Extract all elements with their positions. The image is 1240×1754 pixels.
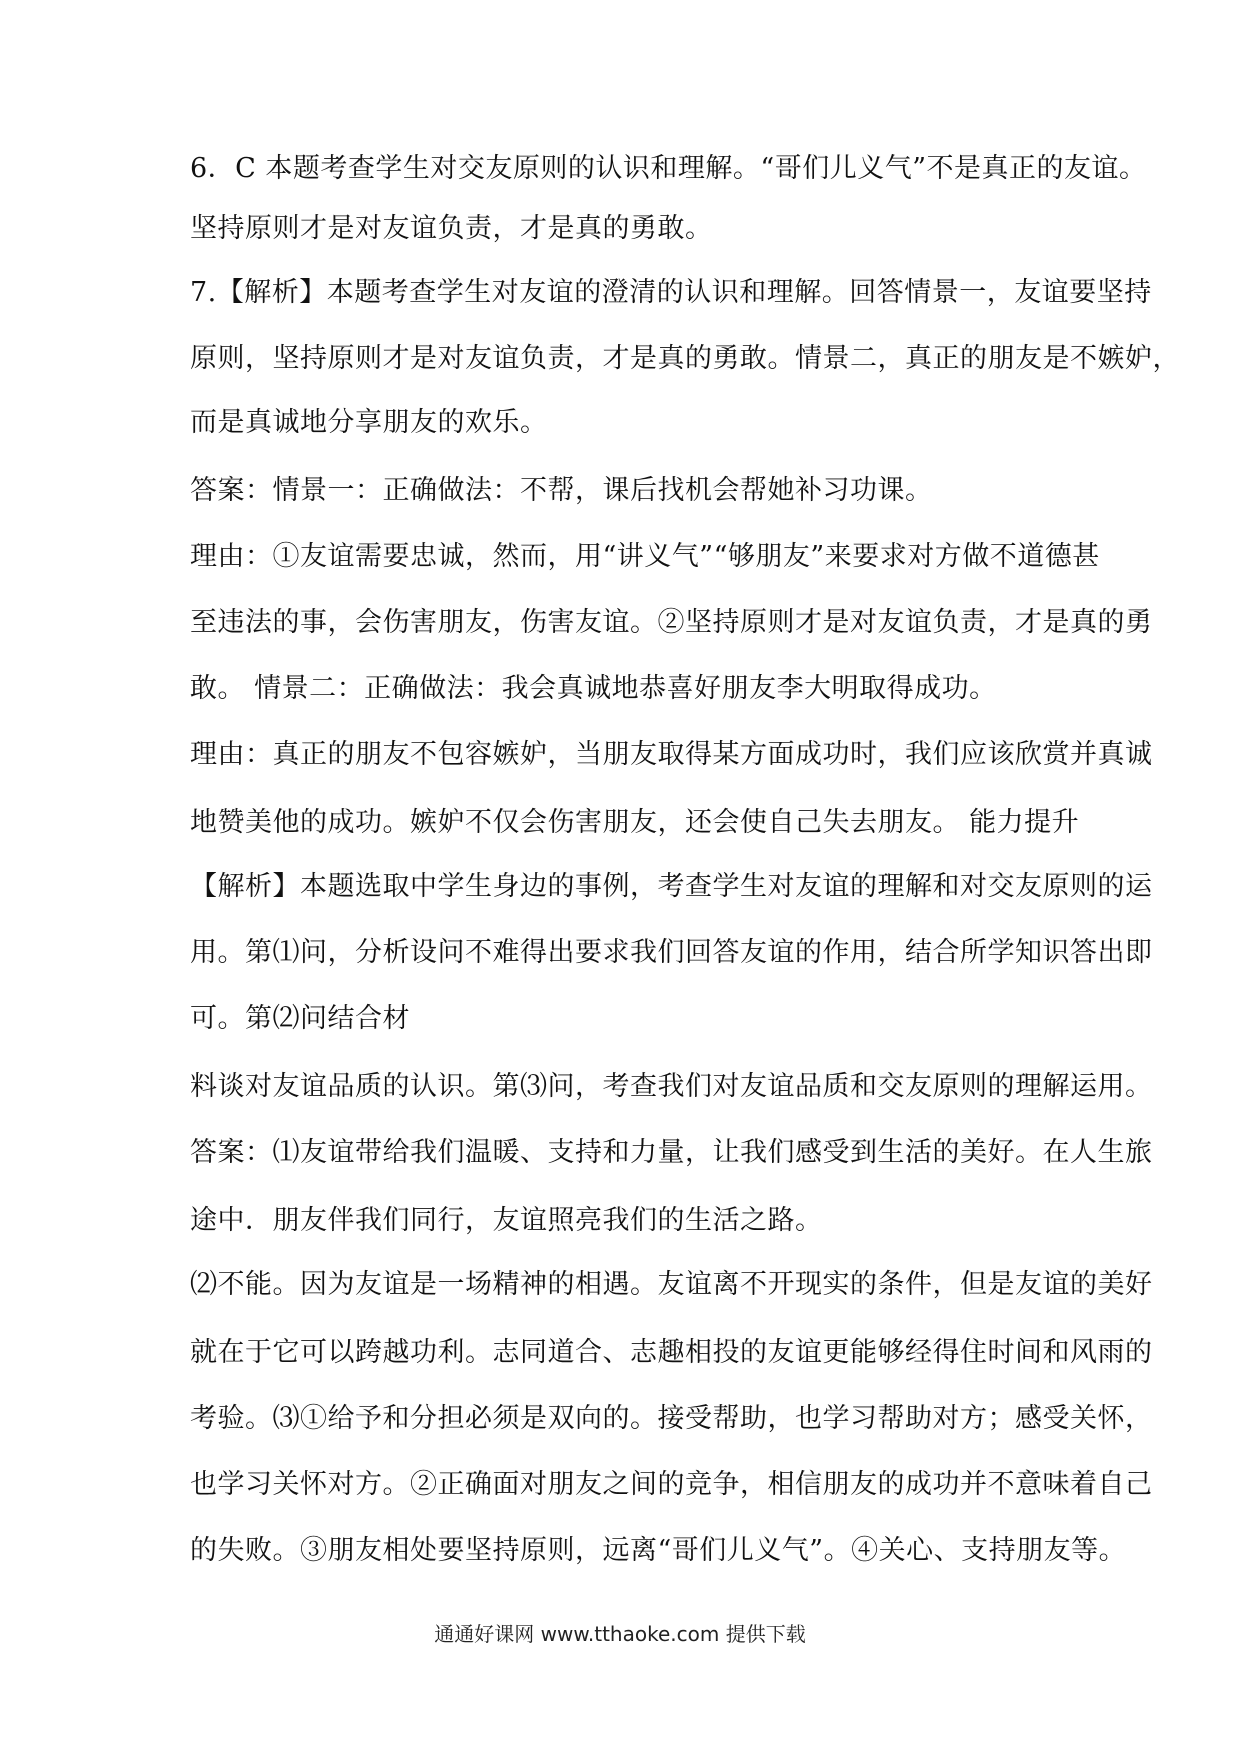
text-line-13: 用。第⑴问，分析设问不难得出要求我们回答友谊的作用，结合所学知识答出即 bbox=[190, 937, 1153, 968]
text-line-8: 至违法的事，会伤害朋友，伤害友谊。②坚持原则才是对友谊负责，才是真的勇 bbox=[190, 607, 1153, 638]
text-line-7: 理由：①友谊需要忠诚，然而，用“讲义气”“够朋友”来要求对方做不道德甚 bbox=[190, 541, 1100, 572]
text-line-12: 【解析】本题选取中学生身边的事例，考查学生对友谊的理解和对交友原则的运 bbox=[190, 871, 1153, 902]
text-line-9: 敢。 情景二：正确做法：我会真诚地恭喜好朋友李大明取得成功。 bbox=[190, 673, 997, 704]
text-line-19: 就在于它可以跨越功利。志同道合、志趣相投的友谊更能够经得住时间和风雨的 bbox=[190, 1337, 1153, 1368]
text-line-2: 坚持原则才是对友谊负责，才是真的勇敢。 bbox=[190, 213, 713, 244]
text-line-20: 考验。⑶①给予和分担必须是双向的。接受帮助，也学习帮助对方；感受关怀， bbox=[190, 1403, 1153, 1434]
text-line-10: 理由：真正的朋友不包容嫉妒，当朋友取得某方面成功时，我们应该欣赏并真诚 bbox=[190, 739, 1153, 770]
text-line-18: ⑵不能。因为友谊是一场精神的相遇。友谊离不开现实的条件，但是友谊的美好 bbox=[190, 1269, 1153, 1300]
text-line-22: 的失败。③朋友相处要坚持原则，远离“哥们儿义气”。④关心、支持朋友等。 bbox=[190, 1535, 1127, 1566]
text-line-17: 途中．朋友伴我们同行，友谊照亮我们的生活之路。 bbox=[190, 1205, 823, 1236]
text-line-3: 7.【解析】本题考查学生对友谊的澄清的认识和理解。回答情景一，友谊要坚持 bbox=[190, 277, 1152, 308]
text-line-14: 可。第⑵问结合材 bbox=[190, 1003, 410, 1034]
text-line-16: 答案：⑴友谊带给我们温暖、支持和力量，让我们感受到生活的美好。在人生旅 bbox=[190, 1137, 1153, 1168]
text-line-4: 原则，坚持原则才是对友谊负责，才是真的勇敢。情景二，真正的朋友是不嫉妒， bbox=[190, 343, 1180, 374]
footer-watermark: 通通好课网 www.tthaoke.com 提供下载 bbox=[434, 1622, 806, 1646]
text-line-11: 地赞美他的成功。嫉妒不仅会伤害朋友，还会使自己失去朋友。 能力提升 bbox=[190, 807, 1080, 838]
text-line-5: 而是真诚地分享朋友的欢乐。 bbox=[190, 407, 548, 438]
text-line-1: 6．C 本题考查学生对交友原则的认识和理解。“哥们儿义气”不是真正的友谊。 bbox=[190, 153, 1147, 184]
text-line-15: 料谈对友谊品质的认识。第⑶问，考查我们对友谊品质和交友原则的理解运用。 bbox=[190, 1071, 1153, 1102]
text-line-6: 答案：情景一：正确做法：不帮，课后找机会帮她补习功课。 bbox=[190, 475, 933, 506]
text-line-21: 也学习关怀对方。②正确面对朋友之间的竞争，相信朋友的成功并不意味着自己 bbox=[190, 1469, 1153, 1500]
